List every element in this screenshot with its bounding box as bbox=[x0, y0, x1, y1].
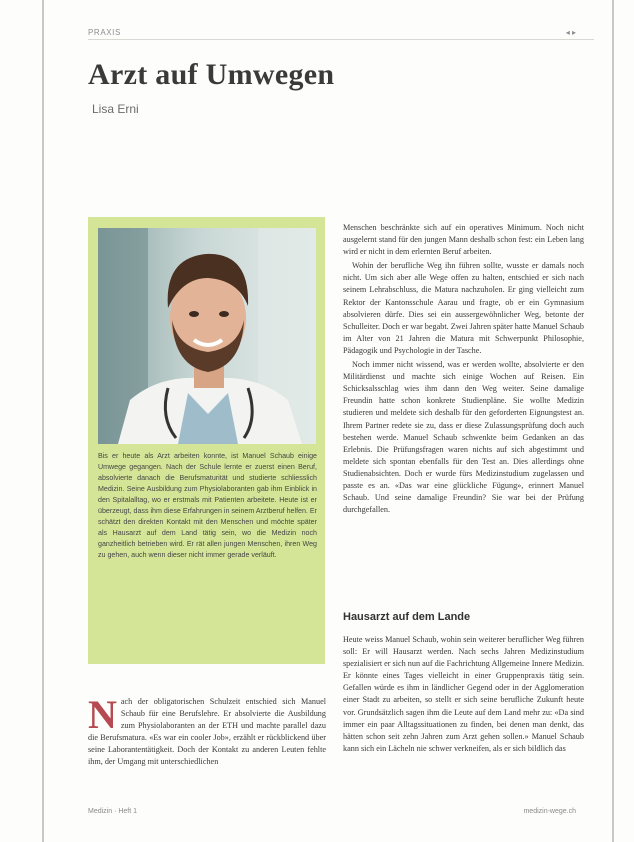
page-mark: ◂ ▸ bbox=[565, 28, 576, 37]
paragraph-matura: Wohin der berufliche Weg ihn führen sollte, wusste er damals noch nicht. Um sich aber alle Wege offen zu halten, entschied er sich nach seinem Lehrabschluss, die Matura nachzuholen. Er ging vielleicht zum Rektor der Kantonsschule Aarau und fragte, ob er ein Gymnasium absolvieren dürfe. Dies sei ein aussergewöhnlicher Weg, betonte der Schulleiter. Doch er war begabt. Zwei Jahren später hatte Manuel Schaub im Alter von 21 Jahren die Matura mit Schwerpunkt Philosophie, Pädagogik und Psychologie in der Tasche. bbox=[343, 261, 584, 355]
photo-caption: Bis er heute als Arzt arbeiten konnte, ist Manuel Schaub einige Umwege gegangen. Nach der Schule lernte er zuerst einen Beruf, absolvierte danach die Berufsmaturität und studierte schliesslich Medizin. Seine Ausbildung zum Physiolaboranten gab ihm Einblick in den Spitalalltag, wo er erstmals mit Patienten arbeitete. Heute ist er überzeugt, dass ihm diese Erfahrungen in seinem Arztberuf helfen. Er schätzt den direkten Kontakt mit den Menschen und möchte später als Hausarzt auf dem Land tätig sein, wo die Medizin noch ganzheitlich betrieben wird. Er rät allen jungen Menschen, ihren Weg zu gehen, auch wenn dieser nicht immer gerade verläuft. bbox=[98, 452, 317, 559]
paragraph-continuation: Menschen beschränkte sich auf ein operatives Minimum. Noch nicht ausgelernt stand für den jungen Mann deshalb schon fest: ein Leben lang wird er nicht in dem erlernten Beruf arbeiten. bbox=[343, 223, 584, 257]
section-subheading: Hausarzt auf dem Lande bbox=[343, 611, 471, 623]
running-header: PRAXIS bbox=[88, 28, 121, 37]
footer-right: medizin-wege.ch bbox=[523, 808, 576, 815]
portrait-photo bbox=[98, 228, 316, 444]
doctor-portrait-image bbox=[98, 228, 316, 444]
intro-paragraph bbox=[88, 692, 326, 769]
header-rule bbox=[88, 39, 594, 40]
scan-edge-right bbox=[612, 0, 614, 842]
article-title: Arzt auf Umwegen bbox=[88, 58, 335, 91]
scan-edge-left bbox=[42, 0, 44, 842]
paragraph-hausarzt: Heute weiss Manuel Schaub, wohin sein weiterer beruflicher Weg führen soll: Er will Hausarzt werden. Nach sechs Jahren Medizinstudium spezialisiert er sich nun auf die Fachrichtung Allgemeine Innere Medizin. Er könnte eines Tages vielleicht in einer Gruppenpraxis tätig sein. Gefallen würde es ihm in ländlicher Gegend oder in der Agglomeration einer Stadt zu arbeiten, so stellt er sich seine berufliche Zukunft heute vor. Grundsätzlich sagen ihm die Leute auf dem Land mehr zu: «Da sind immer ein paar Alltagssituationen zu finden, bei denen man denkt, das hätten schon seit zehn Jahren zum Arzt gehen sollen.» Manuel Schaub kann sich ein Lächeln nie schwer verkneifen, als er sich bildlich das bbox=[343, 635, 584, 753]
footer-left: Medizin · Heft 1 bbox=[88, 808, 138, 815]
body-right-column-bottom bbox=[343, 634, 584, 757]
intro-text: ach der obligatorischen Schulzeit entschied sich Manuel Schaub für eine Berufslehre. Er absolvierte die Ausbildung zum Physiolaboranten an der ETH und machte parallel dazu die Berufsmatura. «Es war ein cooler Job», erzählt er rückblickend über seine Laborantentätigkeit. Doch der Kontakt zu anderen Leuten fehlte ihm, der Umgang mit unterschiedlichen bbox=[88, 697, 326, 767]
paragraph-studium: Noch immer nicht wissend, was er werden wollte, absolvierte er den Militärdienst und machte sich einige Wochen auf Reisen. Ein Schicksalsschlag wies ihm dann den Weg weiter. Seine damalige Freundin hatte schon konkrete Studienpläne. Sie wollte Medizin studieren und meldete sich deshalb für den geforderten Eignungstest an. Ihrem Partner redete sie zu, dass er diese Zulassungsprüfung doch auch bestehen werde. Manuel Schaub schwenkte beim Gedanken an das Erlebnis. Die Prüfungsfragen waren nichts auf sich abgestimmt und meldete sich spontan ebenfalls für den Test an. Dies allerdings ohne Studienabsichten. Doch er wurde fürs Medizinstudium zugelassen und passte es an. «Das war eine glückliche Fügung», erinnert Manuel Schaub. Und seine damalige Freundin? Sie war bei der Prüfung durchgefallen. bbox=[343, 360, 584, 515]
article-author: Lisa Erni bbox=[92, 102, 139, 116]
body-right-column-top bbox=[343, 222, 584, 518]
drop-cap: N bbox=[88, 692, 117, 737]
body-left-column bbox=[88, 692, 326, 771]
